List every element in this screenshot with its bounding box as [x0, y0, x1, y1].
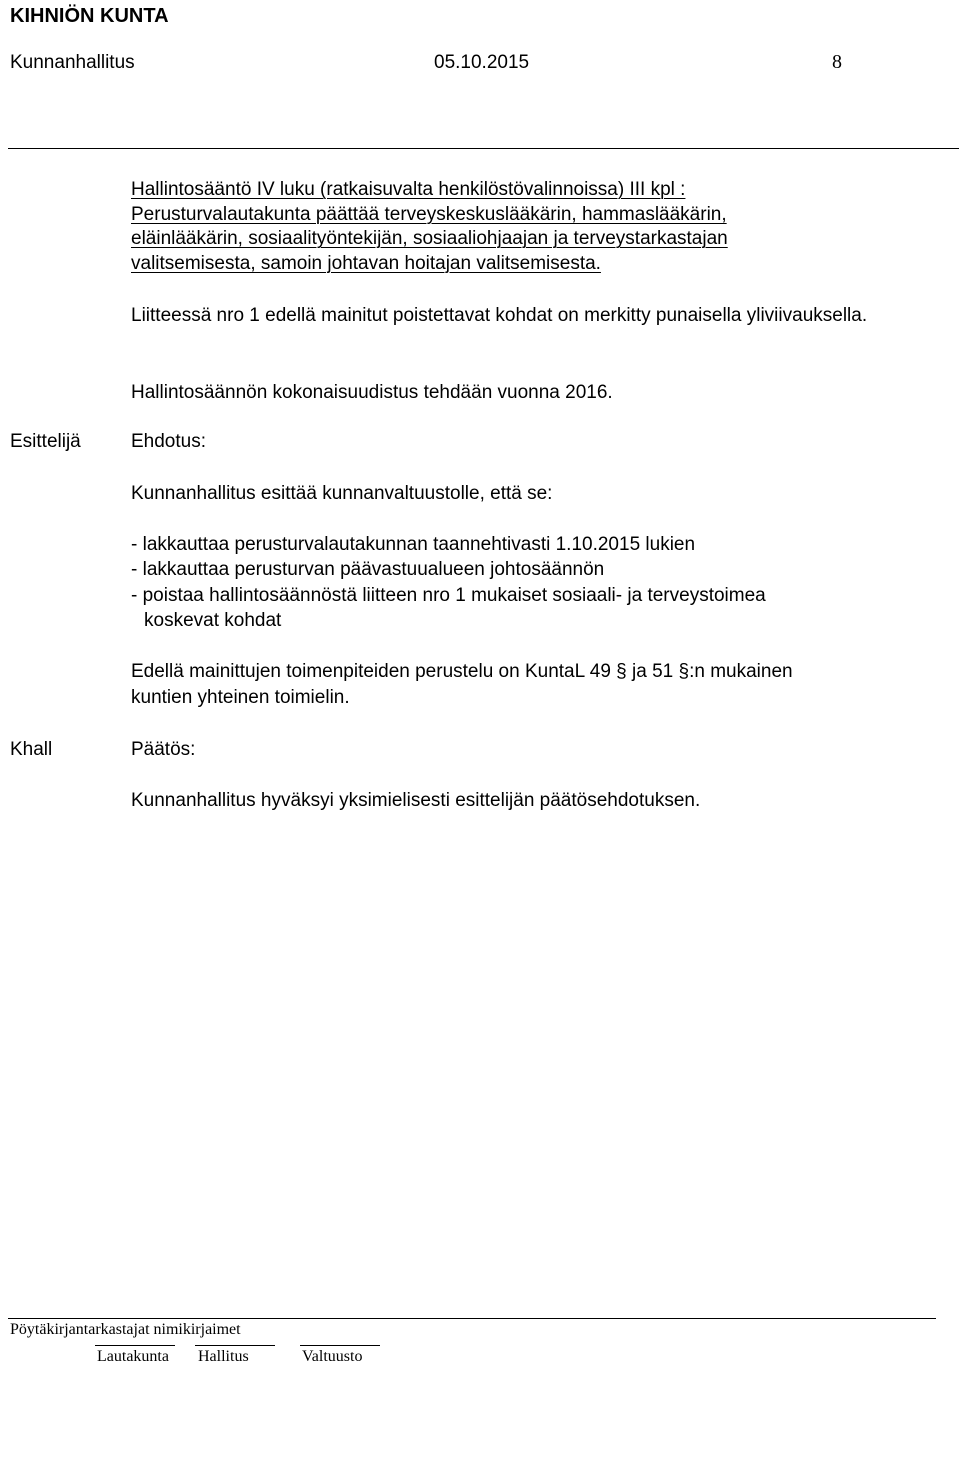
- footer-initials-title: Pöytäkirjantarkastajat nimikirjaimet: [10, 1321, 241, 1338]
- proposal-item: - poistaa hallintosäännöstä liitteen nro 1 mukaiset sosiaali- ja terveystoimea: [131, 585, 766, 606]
- footer-initial-line: [95, 1345, 175, 1346]
- footer-column-lautakunta: Lautakunta: [97, 1348, 169, 1365]
- page-number: 8: [832, 51, 842, 73]
- proposal-item-continuation: koskevat kohdat: [144, 610, 282, 631]
- proposal-item: - lakkauttaa perusturvan päävastuualueen johtosäännön: [131, 559, 605, 580]
- justification-line: Edellä mainittujen toimenpiteiden perustelu on KuntaL 49 § ja 51 §:n mukainen: [131, 661, 793, 682]
- header-divider: [8, 148, 959, 149]
- excerpt-line: Hallintosääntö IV luku (ratkaisuvalta henkilöstövalinnoissa) III kpl :: [131, 179, 686, 200]
- meeting-body: Kunnanhallitus: [10, 52, 135, 73]
- removed-rule-excerpt: [131, 178, 851, 276]
- proposal-intro: Kunnanhallitus esittää kunnanvaltuustolle, että se:: [131, 483, 553, 504]
- footer-column-valtuusto: Valtuusto: [302, 1348, 363, 1365]
- excerpt-line: Perusturvalautakunta päättää terveyskeskuslääkärin, hammaslääkärin,: [131, 203, 727, 225]
- footer-divider: [8, 1318, 936, 1319]
- attachment-note: Liitteessä nro 1 edellä mainitut poistettavat kohdat on merkitty punaisella yliviivauksella.: [131, 305, 868, 326]
- excerpt-line: eläinlääkärin, sosiaalityöntekijän, sosiaaliohjaajan ja terveystarkastajan: [131, 228, 728, 249]
- decider-label: Khall: [10, 739, 53, 760]
- footer-column-hallitus: Hallitus: [198, 1348, 249, 1365]
- proposal-item: - lakkauttaa perusturvalautakunnan taannehtivasti 1.10.2015 lukien: [131, 534, 696, 555]
- justification-line: kuntien yhteinen toimielin.: [131, 687, 350, 708]
- meeting-date: 05.10.2015: [434, 52, 530, 73]
- presenter-label: Esittelijä: [10, 431, 81, 452]
- excerpt-line: valitsemisesta, samoin johtavan hoitajan valitsemisesta.: [131, 252, 601, 274]
- footer-initial-line: [195, 1345, 275, 1346]
- decision-text: Kunnanhallitus hyväksyi yksimielisesti esittelijän päätösehdotuksen.: [131, 790, 701, 811]
- reform-note: Hallintosäännön kokonaisuudistus tehdään vuonna 2016.: [131, 382, 613, 403]
- organization-name: KIHNIÖN KUNTA: [10, 5, 169, 27]
- footer-initial-line: [300, 1345, 380, 1346]
- decision-label: Päätös:: [131, 739, 196, 760]
- proposal-label: Ehdotus:: [131, 431, 206, 452]
